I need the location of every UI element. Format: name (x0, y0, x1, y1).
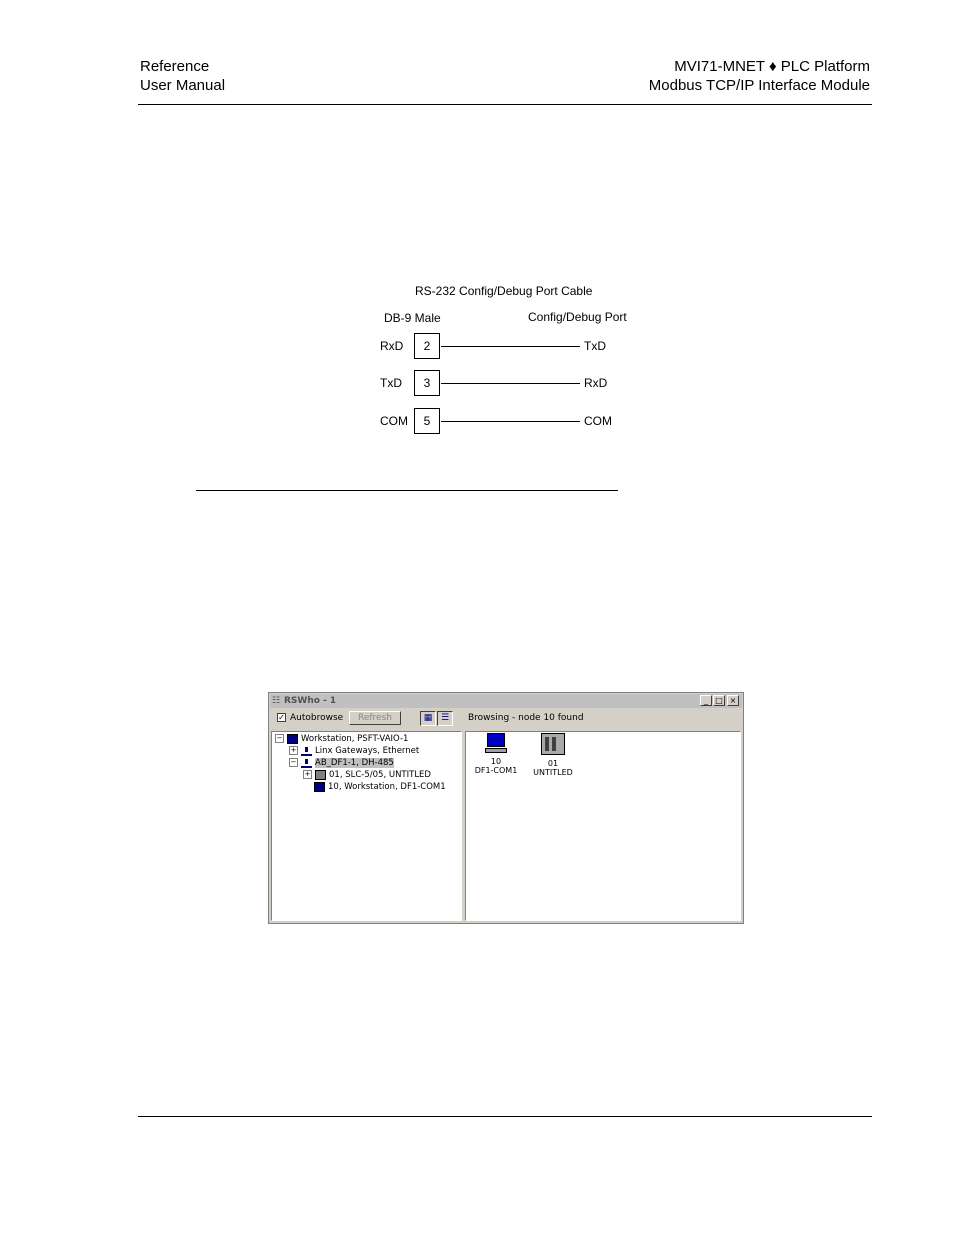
node-workstation[interactable] (466, 733, 526, 775)
tree-item-slc-node[interactable] (303, 769, 431, 781)
network-tree-pane[interactable] (271, 731, 462, 921)
details-view-icon[interactable]: ☰ (437, 711, 453, 726)
pin-box-1: 2 (414, 333, 440, 359)
large-icons-view-icon[interactable]: ▦ (420, 711, 436, 726)
node-address: 01 (547, 759, 559, 768)
minimize-button[interactable]: _ (700, 695, 712, 706)
cable-right-header: Config/Debug Port (528, 310, 627, 324)
plc-icon (541, 733, 565, 755)
workstation-icon (287, 734, 298, 744)
expand-icon[interactable]: + (290, 746, 297, 754)
cable-left-header: DB-9 Male (384, 311, 441, 325)
autobrowse-label: Autobrowse (290, 713, 344, 723)
rswho-app-icon: ☷ (272, 696, 281, 706)
cable-wire-1 (441, 346, 580, 347)
window-toolbar (270, 710, 742, 728)
node-name: DF1-COM1 (474, 766, 518, 775)
footer-divider (138, 1116, 872, 1117)
pin-box-3: 5 (414, 408, 440, 434)
workstation-icon (485, 733, 507, 753)
cable-diagram (360, 280, 650, 440)
node-address: 10 (490, 757, 502, 766)
cable-row-3-right: COM (584, 414, 612, 428)
header-right (649, 57, 870, 95)
header-left (140, 57, 225, 95)
network-icon (301, 746, 312, 756)
cable-wire-2 (441, 383, 580, 384)
window-title: RSWho - 1 (284, 696, 337, 706)
tree-item-linx-gateways[interactable] (289, 745, 419, 757)
cable-row-2-left: TxD (380, 376, 402, 390)
section-divider (196, 490, 618, 491)
browse-status-text: Browsing - node 10 found (468, 713, 584, 723)
tree-item-df1-driver[interactable] (289, 757, 394, 769)
header-doc-type: Reference (140, 58, 210, 75)
header-doc-subtype: User Manual (140, 77, 226, 94)
collapse-icon[interactable]: − (276, 734, 283, 742)
tree-item-workstation-node[interactable] (314, 781, 446, 793)
cable-diagram-title: RS-232 Config/Debug Port Cable (415, 284, 593, 298)
header-divider (138, 104, 872, 105)
tree-item-label: 01, SLC-5/05, UNTITLED (329, 770, 431, 780)
plc-icon (315, 770, 326, 780)
header-product: MVI71-MNET ♦ PLC Platform (674, 58, 870, 75)
refresh-button[interactable]: Refresh (349, 711, 401, 725)
close-button[interactable]: × (727, 695, 739, 706)
workstation-icon (314, 782, 325, 792)
cable-row-2-right: RxD (584, 376, 608, 390)
tree-item-label: AB_DF1-1, DH-485 (315, 758, 394, 768)
autobrowse-checkbox[interactable]: ✓ (278, 713, 285, 722)
tree-item-workstation[interactable] (275, 733, 408, 745)
tree-item-label: Linx Gateways, Ethernet (315, 746, 420, 756)
rswho-window (268, 692, 744, 924)
tree-item-label: Workstation, PSFT-VAIO-1 (301, 734, 409, 744)
window-titlebar[interactable] (270, 694, 742, 708)
cable-wire-3 (441, 421, 580, 422)
cable-row-1-right: TxD (584, 339, 606, 353)
node-name: UNTITLED (533, 768, 573, 777)
tree-item-label: 10, Workstation, DF1-COM1 (328, 782, 446, 792)
cable-row-3-left: COM (380, 414, 408, 428)
maximize-button[interactable]: □ (713, 695, 725, 706)
cable-row-1-left: RxD (380, 339, 404, 353)
collapse-icon[interactable]: − (290, 758, 297, 766)
header-module: Modbus TCP/IP Interface Module (648, 77, 870, 94)
node-plc[interactable] (523, 733, 583, 777)
network-icon (301, 758, 312, 768)
pin-box-2: 3 (414, 370, 440, 396)
node-browse-pane[interactable] (465, 731, 741, 921)
expand-icon[interactable]: + (304, 770, 311, 778)
